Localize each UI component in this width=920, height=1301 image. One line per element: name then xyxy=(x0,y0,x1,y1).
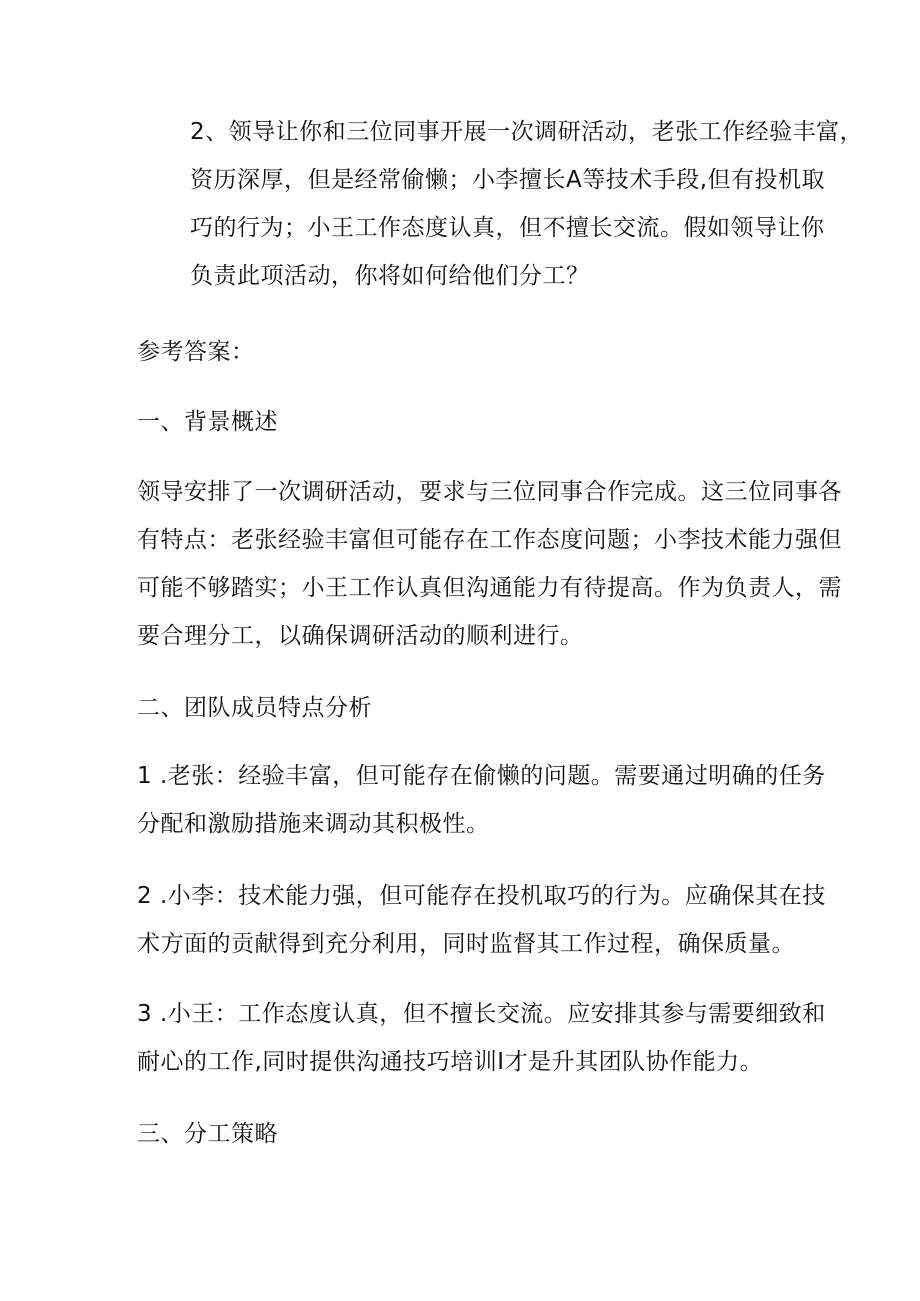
paragraph-line: 3 .小王：工作态度认真，但不擅长交流。应安排其参与需要细致和 xyxy=(137,1001,826,1027)
question-line: 资历深厚，但是经常偷懒；小李擅长A等技术手段,但有投机取 xyxy=(190,167,826,193)
paragraph-line: 术方面的贡献得到充分利用，同时监督其工作过程，确保质量。 xyxy=(137,931,795,957)
analysis-item-xiaowang xyxy=(137,990,826,1086)
paragraph-line: 分配和激励措施来调动其积极性。 xyxy=(137,811,490,837)
analysis-item-laozhang xyxy=(137,752,826,848)
question-line: 负责此项活动，你将如何给他们分工？ xyxy=(190,263,590,289)
paragraph-line: 领导安排了一次调研活动，要求与三位同事合作完成。这三位同事各 xyxy=(137,479,842,505)
paragraph-line: 耐心的工作,同时提供沟通技巧培训I才是升其团队协作能力。 xyxy=(137,1049,764,1075)
paragraph-line: 1 .老张：经验丰富，但可能存在偷懒的问题。需要通过明确的任务 xyxy=(137,763,826,789)
analysis-item-xiaoli xyxy=(137,872,826,968)
section-heading-background: 一、背景概述 xyxy=(137,409,278,435)
answer-label: 参考答案： xyxy=(137,339,255,365)
paragraph-line: 可能不够踏实；小王工作认真但沟通能力有待提高。作为负责人，需 xyxy=(137,575,842,601)
section-heading-strategy: 三、分工策略 xyxy=(137,1121,278,1147)
paragraph-line: 有特点：老张经验丰富但可能存在工作态度问题；小李技术能力强但 xyxy=(137,527,842,553)
question-line: 巧的行为；小王工作态度认真，但不擅长交流。假如领导让你 xyxy=(190,215,825,241)
question-line: 2、领导让你和三位同事开展一次调研活动，老张工作经验丰富， xyxy=(190,119,864,145)
paragraph-line: 2 .小李：技术能力强，但可能存在投机取巧的行为。应确保其在技 xyxy=(137,883,826,909)
paragraph-line: 要合理分工，以确保调研活动的顺利进行。 xyxy=(137,623,584,649)
question-paragraph xyxy=(190,108,863,300)
background-paragraph xyxy=(137,468,842,660)
section-heading-analysis: 二、团队成员特点分析 xyxy=(137,695,372,721)
